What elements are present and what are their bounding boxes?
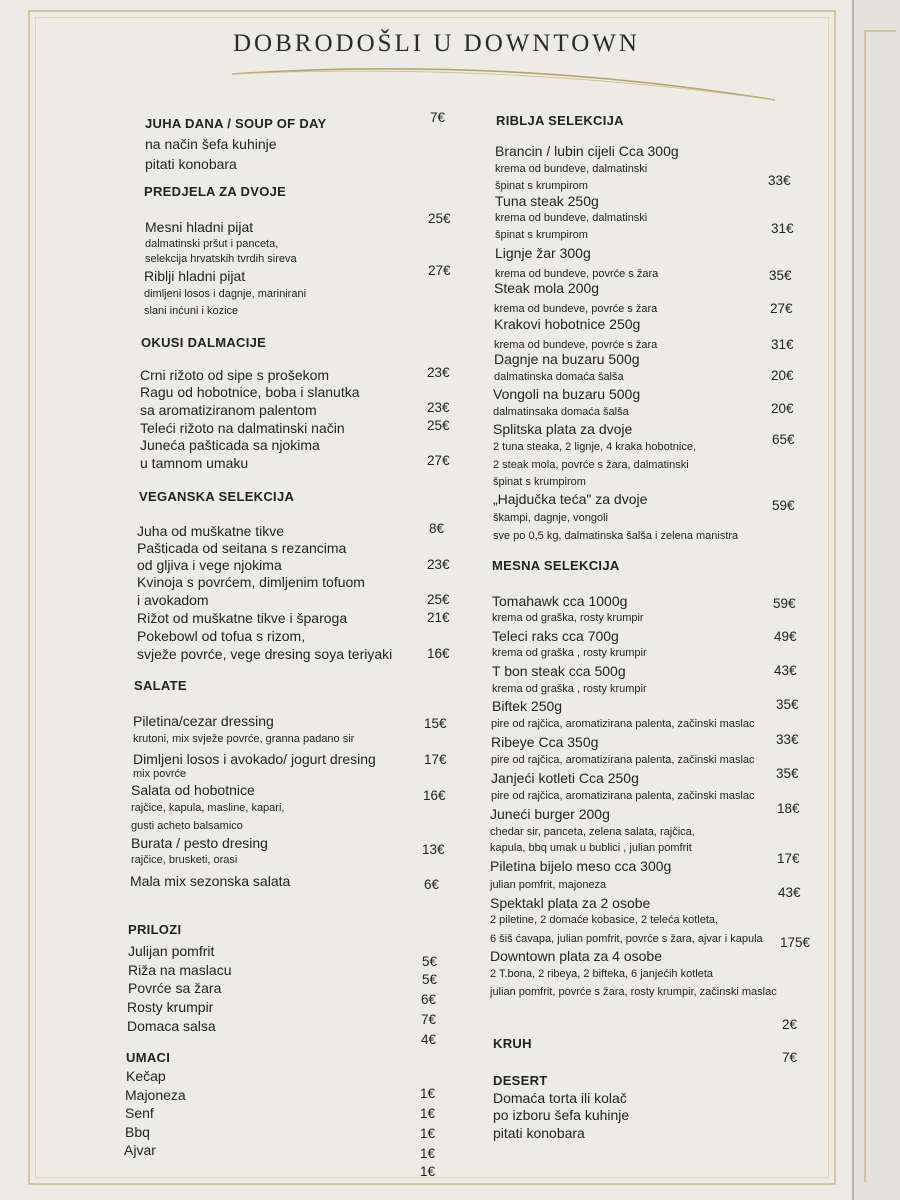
section-heading: PRILOZI [128, 922, 182, 937]
menu-item-price: 59€ [772, 498, 795, 513]
menu-item-description: 6 šiš ćavapa, julian pomfrit, povrće s žara, ajvar i kapula [490, 933, 763, 945]
menu-item-description: 2 piletine, 2 domaće kobasice, 2 teleća kotleta, [490, 914, 719, 926]
menu-item-price: 31€ [771, 337, 794, 352]
menu-item-name: Pokebowl od tofua s rizom, [137, 628, 306, 644]
menu-item-name: Juha od muškatne tikve [137, 523, 285, 539]
menu-item-name: Vongoli na buzaru 500g [493, 386, 641, 402]
menu-item-description: krema od bundeve, povrće s žara [495, 268, 659, 280]
menu-item-name: i avokadom [137, 592, 209, 608]
title-swash-ornament [230, 62, 780, 102]
section-heading: PREDJELA ZA DVOJE [144, 184, 287, 199]
menu-item-price: 25€ [428, 211, 451, 226]
menu-item-description: julian pomfrit, povrće s žara, rosty krumpir, začinski maslac [490, 986, 777, 998]
menu-item-price: 4€ [421, 1032, 437, 1047]
menu-item-description: dimljeni losos i dagnje, marinirani [144, 288, 307, 300]
menu-item-name: Krakovi hobotnice 250g [494, 316, 641, 332]
menu-item-description: krema od bundeve, povrće s žara [494, 303, 658, 315]
menu-item-price: 1€ [420, 1146, 436, 1161]
menu-item-description: dalmatinsaka domaća šalša [493, 406, 629, 418]
menu-item-name: po izboru šefa kuhinje [493, 1107, 630, 1123]
menu-item-description: krema od bundeve, dalmatinski [495, 212, 648, 224]
menu-item-description: slani inćuni i kozice [144, 305, 239, 317]
menu-item-price: 7€ [430, 110, 446, 125]
menu-item-name: u tamnom umaku [140, 455, 249, 471]
menu-item-price: 15€ [424, 716, 447, 731]
menu-item-name: Piletina/cezar dressing [133, 713, 274, 729]
menu-item-price: 7€ [421, 1012, 437, 1027]
menu-item-name: Domaća torta ili kolač [493, 1090, 627, 1106]
menu-item-price: 20€ [771, 401, 794, 416]
menu-item-price: 7€ [782, 1050, 798, 1065]
menu-item-name: Majoneza [125, 1087, 186, 1103]
menu-item-name: Ajvar [124, 1142, 156, 1158]
menu-item-price: 35€ [776, 697, 799, 712]
menu-item-price: 13€ [422, 842, 445, 857]
menu-item-description: pire od rajčica, aromatizirana palenta, začinski maslac [491, 754, 755, 766]
menu-item-name: Dagnje na buzaru 500g [494, 351, 640, 367]
menu-item-name: Povrće sa žara [128, 980, 222, 996]
menu-item-description: 2 steak mola, povrće s žara, dalmatinski [493, 459, 689, 471]
menu-item-price: 25€ [427, 592, 450, 607]
section-heading: DESERT [493, 1073, 548, 1088]
menu-item-description: škampi, dagnje, vongoli [493, 512, 608, 524]
menu-item-price: 23€ [427, 365, 450, 380]
menu-item-name: pitati konobara [145, 156, 237, 172]
section-heading: UMACI [126, 1050, 171, 1065]
menu-item-description: krema od bundeve, dalmatinski [495, 163, 648, 175]
menu-item-name: Salata od hobotnice [131, 782, 255, 798]
menu-item-description: krema od graška , rosty krumpir [492, 647, 647, 659]
section-heading: SALATE [134, 678, 187, 693]
menu-item-price: 21€ [427, 610, 450, 625]
menu-item-price: 27€ [427, 453, 450, 468]
menu-item-name: Teleci raks cca 700g [492, 628, 619, 644]
section-heading: VEGANSKA SELEKCIJA [139, 489, 295, 504]
menu-item-name: Spektakl plata za 2 osobe [490, 895, 651, 911]
menu-item-description: chedar sir, panceta, zelena salata, rajčica, [490, 826, 695, 838]
menu-item-price: 27€ [428, 263, 451, 278]
menu-item-name: Janjeći kotleti Cca 250g [491, 770, 639, 786]
menu-item-description: rajčice, brusketi, orasi [131, 854, 238, 866]
menu-item-price: 35€ [776, 766, 799, 781]
menu-item-name: na način šefa kuhinje [145, 136, 277, 152]
menu-item-price: 65€ [772, 432, 795, 447]
menu-item-price: 25€ [427, 418, 450, 433]
menu-item-price: 18€ [777, 801, 800, 816]
menu-item-name: Juneća pašticada sa njokima [140, 437, 320, 453]
menu-item-name: Burata / pesto dresing [131, 835, 268, 851]
menu-item-description: 2 tuna steaka, 2 lignje, 4 kraka hobotnice, [493, 441, 697, 453]
menu-item-price: 17€ [424, 752, 447, 767]
menu-item-description: špinat s krumpirom [495, 180, 588, 192]
menu-item-name: od gljiva i vege njokima [137, 557, 282, 573]
menu-item-description: julian pomfrit, majoneza [490, 879, 607, 891]
menu-item-price: 33€ [768, 173, 791, 188]
menu-item-name: Tomahawk cca 1000g [492, 593, 628, 609]
menu-item-price: 33€ [776, 732, 799, 747]
menu-item-description: selekcija hrvatskih tvrdih sireva [145, 253, 297, 265]
menu-item-name: „Hajdučka teća" za dvoje [493, 491, 648, 507]
menu-item-price: 1€ [420, 1106, 436, 1121]
menu-item-name: Kvinoja s povrćem, dimljenim tofuom [137, 574, 365, 590]
menu-item-description: kapula, bbq umak u bublici , julian pomfrit [490, 842, 692, 854]
menu-item-name: Piletina bijelo meso cca 300g [490, 858, 672, 874]
menu-item-name: Ribeye Cca 350g [491, 734, 599, 750]
menu-item-name: Steak mola 200g [494, 280, 600, 296]
menu-item-name: svježe povrće, vege dresing soya teriyaki [137, 646, 393, 662]
menu-item-name: Riblji hladni pijat [144, 268, 246, 284]
menu-item-price: 31€ [771, 221, 794, 236]
menu-item-name: sa aromatiziranom palentom [140, 402, 317, 418]
menu-item-description: dalmatinska domaća šalša [494, 371, 624, 383]
menu-item-name: Tuna steak 250g [495, 193, 599, 209]
menu-item-description: rajčice, kapula, masline, kapari, [131, 802, 285, 814]
menu-item-price: 23€ [427, 400, 450, 415]
menu-item-description: pire od rajčica, aromatizirana palenta, začinski maslac [491, 718, 755, 730]
menu-item-description: krema od graška, rosty krumpir [492, 612, 644, 624]
menu-item-name: T bon steak cca 500g [492, 663, 626, 679]
menu-item-name: Brancin / lubin cijeli Cca 300g [495, 143, 679, 159]
menu-item-price: 1€ [420, 1086, 436, 1101]
section-heading: JUHA DANA / SOUP OF DAY [145, 116, 327, 131]
menu-item-name: Juneći burger 200g [490, 806, 610, 822]
adjacent-page [852, 0, 900, 1200]
menu-item-description: 2 T.bona, 2 ribeya, 2 bifteka, 6 janjećih kotleta [490, 968, 713, 980]
menu-item-price: 8€ [429, 521, 445, 536]
menu-item-name: Teleći rižoto na dalmatinski način [140, 420, 345, 436]
menu-item-description: krema od bundeve, povrće s žara [494, 339, 658, 351]
menu-item-description: krutoni, mix svježe povrće, granna padano sir [133, 733, 355, 745]
menu-item-name: Bbq [125, 1124, 150, 1140]
menu-item-name: Mesni hladni pijat [145, 219, 254, 235]
section-heading: OKUSI DALMACIJE [141, 335, 267, 350]
menu-item-name: Domaca salsa [127, 1018, 216, 1034]
menu-item-name: Biftek 250g [492, 698, 563, 714]
menu-item-price: 35€ [769, 268, 792, 283]
menu-item-description: sve po 0,5 kg, dalmatinska šalša i zelena manistra [493, 530, 739, 542]
menu-item-name: Downtown plata za 4 osobe [490, 948, 662, 964]
menu-item-description: špinat s krumpirom [493, 476, 586, 488]
menu-item-name: Rižot od muškatne tikve i šparoga [137, 610, 348, 626]
menu-item-description: pire od rajčica, aromatizirana palenta, začinski maslac [491, 790, 755, 802]
menu-item-description: špinat s krumpirom [495, 229, 588, 241]
menu-item-price: 43€ [778, 885, 801, 900]
menu-item-price: 59€ [773, 596, 796, 611]
menu-item-price: 17€ [777, 851, 800, 866]
menu-item-price: 1€ [420, 1164, 436, 1179]
menu-item-name: Crni rižoto od sipe s prošekom [140, 367, 330, 383]
menu-item-price: 16€ [423, 788, 446, 803]
menu-title: DOBRODOŠLI U DOWNTOWN [233, 30, 640, 57]
menu-item-price: 2€ [782, 1017, 798, 1032]
menu-item-name: Kečap [126, 1068, 166, 1084]
menu-item-price: 5€ [422, 972, 438, 987]
menu-item-price: 175€ [780, 935, 811, 950]
menu-item-price: 16€ [427, 646, 450, 661]
menu-item-price: 43€ [774, 663, 797, 678]
menu-item-price: 5€ [422, 954, 438, 969]
menu-item-price: 6€ [424, 877, 440, 892]
menu-item-description: dalmatinski pršut i panceta, [145, 238, 279, 250]
menu-item-description: gusti acheto balsamico [131, 820, 243, 832]
menu-item-description: krema od graška , rosty krumpir [492, 683, 647, 695]
section-heading: RIBLJA SELEKCIJA [496, 113, 624, 128]
menu-item-price: 27€ [770, 301, 793, 316]
menu-item-price: 23€ [427, 557, 450, 572]
menu-item-name: Pašticada od seitana s rezancima [137, 540, 347, 556]
menu-item-name: Julijan pomfrit [128, 943, 215, 959]
menu-item-name: Splitska plata za dvoje [493, 421, 633, 437]
menu-item-name: Senf [125, 1105, 154, 1121]
section-heading: MESNA SELEKCIJA [492, 558, 620, 573]
menu-item-name: Lignje žar 300g [495, 245, 591, 261]
menu-item-price: 49€ [774, 629, 797, 644]
menu-item-name: Dimljeni losos i avokado/ jogurt dresing [133, 751, 376, 767]
menu-item-price: 20€ [771, 368, 794, 383]
menu-item-price: 1€ [420, 1126, 436, 1141]
menu-item-name: Mala mix sezonska salata [130, 873, 291, 889]
menu-item-price: 6€ [421, 992, 437, 1007]
menu-item-name: pitati konobara [493, 1125, 585, 1141]
menu-item-name: Ragu od hobotnice, boba i slanutka [140, 384, 360, 400]
menu-item-description: mix povrće [133, 768, 187, 780]
section-heading: KRUH [493, 1036, 532, 1051]
menu-item-name: Riža na maslacu [128, 962, 232, 978]
menu-item-name: Rosty krumpir [127, 999, 214, 1015]
